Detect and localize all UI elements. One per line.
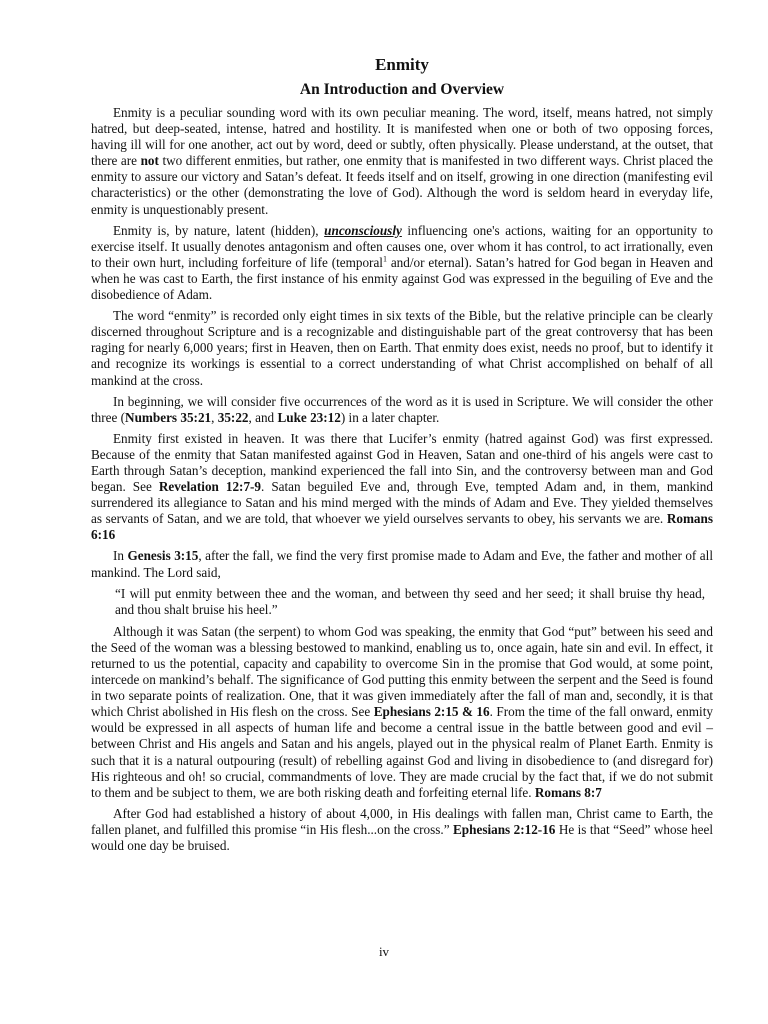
text: and/or eternal). Satan’s hatred for God began in Heaven and when he was cast to Earth, the first instance of his enmity against God was expressed in the beguiling of Eve and the disobedience of Adam. <box>91 254 713 303</box>
scripture-reference: Romans 6:16 <box>91 511 713 543</box>
paragraph-1 <box>91 105 713 218</box>
text: In <box>113 548 128 564</box>
page-title: Enmity <box>375 55 429 74</box>
page-subtitle: An Introduction and Overview <box>299 81 505 98</box>
text: influencing one's actions, waiting for an opportunity to exercise itself. It usually denotes antagonism and often causes one, over whom it has control, to act irrationally, even to their own hurt, including forfeiture of life (temporal <box>91 222 713 270</box>
text: , after the fall, we find the very first promise made to Adam and Eve, the father and mother of all mankind. The Lord said, <box>91 548 713 580</box>
text: Enmity is a peculiar sounding word with its own peculiar meaning. The word, itself, means hatred, not simply hatred, but deep-seated, intense, hatred and hostility. It is manifested when one or both of two opposing forces, having ill will for one another, act out by word, deed or subtly, often physically. Please understand, at the outset, that there are <box>91 105 713 169</box>
paragraph-3: The word “enmity” is recorded only eight times in six texts of the Bible, but the relative principle can be clearly discerned throughout Scripture and is a recognizable and distinguishable part of the great controversy that has been raging for nearly 6,000 years; first in Heaven, then on Earth. That enmity does exist, needs no proof, but to identify it and recognize its workings is essential to a correct understanding of what Christ accomplished on behalf of all mankind at the cross. <box>91 308 713 388</box>
text: two different enmities, but rather, one enmity that is manifested in two different ways. Christ placed the enmity to assure our victory and Satan’s defeat. It feeds itself and on itself, growing in one direction (manifesting evil characteristics) or the other (demonstrating the love of God). Although the word is seldom heard in everyday life, enmity is unquestionably present. <box>91 153 713 217</box>
document-page <box>91 55 713 859</box>
text: Enmity is, by nature, latent (hidden), <box>113 222 325 238</box>
text: Although it was Satan (the serpent) to whom God was speaking, the enmity that God “put” between his seed and the Seed of the woman was a blessing bestowed to mankind, enabling us to, once again, hate sin and evil. In effect, it returned to us the potential, capacity and capability to overcome Sin in the promise that God would, at some point, intercede on mankind’s behalf. The significance of God putting this enmity between the serpent and the Seed is found in two separate points of realization. One, that it was given immediately after the fall of man and, secondly, it is that which Christ abolished in His flesh on the cross. See <box>91 623 713 720</box>
text: He is that “Seed” whose heel would one day be bruised. <box>91 821 713 854</box>
text: . Satan beguiled Eve and, through Eve, tempted Adam and, in them, mankind surrendered its allegiance to Satan and his mind merged with the minds of Adam and Eve. They yielded themselves as servants of Satan, and we are told, that whoever we yield ourselves servants to obey, his servants we are. <box>91 479 713 527</box>
scripture-reference: Genesis 3:15 <box>127 548 199 564</box>
paragraph-4 <box>91 394 713 426</box>
scripture-reference: Revelation 12:7-9 <box>158 479 262 495</box>
emphasis-unconsciously: unconsciously <box>324 222 402 238</box>
text: After God had established a history of about 4,000, in His dealings with fallen man, Christ came to Earth, the fallen planet, and fulfilled this promise “in His flesh...on the cross.” <box>91 805 713 837</box>
paragraph-8 <box>91 806 713 854</box>
text: Enmity first existed in heaven. It was there that Lucifer’s enmity (hatred against God) was first expressed. Because of the enmity that Satan manifested against God in Heaven, Satan and one-third of his angels were cast to Earth through Satan’s deception, mankind experienced the fall into Sin, and the controversy between man and God began. See <box>91 430 713 495</box>
block-quote: “I will put enmity between thee and the woman, and between thy seed and her seed; it shall bruise thy head, and thou shalt bruise his heel.” <box>115 585 705 617</box>
paragraph-7 <box>91 624 713 801</box>
scripture-reference: 35:22 <box>217 409 249 425</box>
text: ) in a later chapter. <box>340 409 440 425</box>
text: , <box>211 409 218 425</box>
emphasis-not: not <box>140 153 159 169</box>
text: . From the time of the fall onward, enmity would be expressed in all aspects of human life and become a central issue in the battle between good and evil – between Christ and His angels and Satan and his angels, played out in the physical realm of Planet Earth. Enmity is such that it is a natural outpouring (result) of rebelling against God and living in disobedience to (and disregard for) His righteous and oh! so crucial, commandments of love. They are made crucial by the fact that, if we do not submit to them and be subject to them, we are both risking death and forfeiting eternal life. <box>91 704 713 800</box>
footnote-marker: 1 <box>382 254 387 264</box>
scripture-reference: Ephesians 2:12-16 <box>453 821 556 837</box>
text: , and <box>248 409 278 425</box>
scripture-reference: Ephesians 2:15 & 16 <box>373 704 490 720</box>
scripture-reference: Luke 23:12 <box>277 409 341 425</box>
paragraph-2 <box>91 223 713 303</box>
paragraph-5 <box>91 431 713 544</box>
text: In beginning, we will consider five occurrences of the word as it is used in Scripture. We will consider the other three ( <box>91 393 713 425</box>
scripture-reference: Romans 8:7 <box>534 784 602 800</box>
paragraph-6 <box>91 548 713 580</box>
scripture-reference: Numbers 35:21 <box>125 409 212 425</box>
page-number: iv <box>378 944 390 959</box>
